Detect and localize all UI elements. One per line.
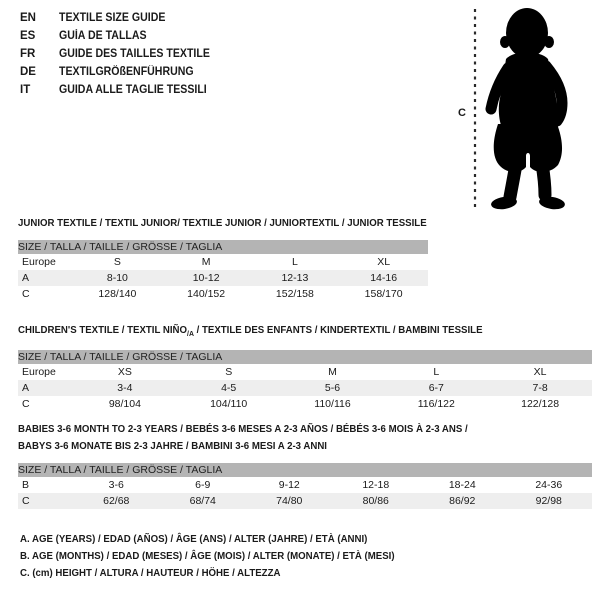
table-cell: 110/116 (314, 398, 351, 411)
babies-size-table (18, 463, 592, 509)
language-code: FR (20, 48, 36, 60)
table-cell: 12-18 (362, 479, 390, 491)
table-cell: 24-36 (535, 479, 563, 491)
table-cell: 140/152 (187, 288, 226, 300)
junior-table-title (18, 215, 427, 232)
table-cell: 8-10 (73, 270, 162, 286)
size-header-row (18, 350, 592, 364)
note-age-months: B. AGE (MONTHS) / EDAD (MESES) / ÂGE (MOIS) / ALTER (MONATE) / ETÀ (MESI) (20, 550, 395, 562)
table-cell: M (328, 366, 337, 379)
language-code: IT (20, 84, 31, 96)
language-code: EN (20, 12, 36, 24)
table-cell: 12-13 (251, 270, 340, 286)
table-cell: 128/140 (98, 288, 137, 300)
language-row-en (20, 9, 223, 27)
table-cell: 116/122 (417, 398, 455, 411)
table-cell: 158/170 (364, 288, 403, 300)
language-title-list (20, 9, 223, 99)
junior-textile-section (18, 215, 428, 302)
table-cell: 9-12 (278, 479, 300, 491)
table-cell: 5-6 (281, 380, 385, 396)
language-row-it (20, 81, 223, 99)
table-cell: 3-4 (73, 380, 177, 396)
legend-notes (20, 531, 427, 582)
table-row (18, 254, 428, 270)
table-cell: 6-7 (384, 380, 488, 396)
table-cell: 62/68 (73, 493, 160, 509)
table-row (18, 493, 592, 509)
table-cell: 86/92 (419, 493, 506, 509)
row-label-cell: A (18, 270, 73, 286)
table-cell: 18-24 (448, 479, 476, 491)
baby-silhouette-svg (452, 4, 592, 216)
language-code: ES (20, 30, 36, 42)
junior-size-table (18, 240, 428, 302)
row-label-cell: B (22, 479, 30, 491)
language-title: GUIDE DES TAILLES TEXTILE (59, 48, 210, 60)
table-row (18, 477, 592, 493)
row-label-cell: Europe (22, 366, 56, 379)
table-cell: 152/158 (275, 288, 314, 300)
table-cell: 104/110 (210, 398, 248, 411)
language-row-es (20, 27, 223, 45)
table-cell: L (433, 366, 440, 379)
language-title: TEXTILGRÖßENFÜHRUNG (59, 66, 194, 78)
size-header-cell: SIZE / TALLA / TAILLE / GRÖSSE / TAGLIA (18, 350, 592, 364)
row-label-cell: C (22, 398, 30, 411)
row-label-cell: C (18, 493, 73, 509)
table-cell: XL (377, 256, 391, 268)
table-cell: 80/86 (333, 493, 420, 509)
table-row (18, 380, 592, 396)
children-table-title (18, 322, 546, 342)
size-header-row (18, 240, 428, 254)
babies-textile-section (18, 421, 592, 509)
table-cell: 7-8 (488, 380, 592, 396)
table-cell: L (291, 256, 298, 268)
babies-table-title (18, 421, 546, 455)
table-cell: 14-16 (339, 270, 428, 286)
table-row (18, 286, 428, 302)
size-header-row (18, 463, 592, 477)
note-age-years: A. AGE (YEARS) / EDAD (AÑOS) / ÂGE (ANS) / ALTER (JAHRE) / ETÀ (ANNI) (20, 533, 368, 545)
table-title-line: JUNIOR TEXTILE / TEXTIL JUNIOR/ TEXTILE JUNIOR / JUNIORTEXTIL / JUNIOR TESSILE (18, 217, 427, 229)
table-cell: 4-5 (177, 380, 281, 396)
table-row (18, 396, 592, 412)
table-title-line: BABIES 3-6 MONTH TO 2-3 YEARS / BEBÉS 3-6 MESES A 2-3 AÑOS / BÉBÉS 3-6 MOIS À 2-3 ANS / (18, 423, 468, 435)
table-title-line: BABYS 3-6 MONATE BIS 2-3 JAHRE / BAMBINI 3-6 MESI A 2-3 ANNI (18, 440, 327, 452)
table-cell: 10-12 (162, 270, 251, 286)
baby-silhouette-figure (452, 4, 592, 216)
table-row (18, 270, 428, 286)
table-cell: M (201, 256, 211, 268)
language-title: GUÍA DE TALLAS (59, 30, 147, 42)
size-header-cell: SIZE / TALLA / TAILLE / GRÖSSE / TAGLIA (18, 240, 428, 254)
row-label-cell: A (18, 380, 73, 396)
table-cell: XS (117, 366, 132, 379)
table-cell: 98/104 (108, 398, 141, 411)
language-title: TEXTILE SIZE GUIDE (59, 12, 166, 24)
table-cell: XL (533, 366, 547, 379)
table-cell: S (113, 256, 121, 268)
row-label-cell: C (22, 288, 30, 300)
language-row-de (20, 63, 223, 81)
table-cell: 68/74 (160, 493, 247, 509)
size-header-cell: SIZE / TALLA / TAILLE / GRÖSSE / TAGLIA (18, 463, 592, 477)
table-cell: 74/80 (246, 493, 333, 509)
table-cell: 92/98 (506, 493, 593, 509)
table-cell: 122/128 (521, 398, 560, 411)
height-marker-label: C (458, 107, 466, 119)
language-title: GUIDA ALLE TAGLIE TESSILI (59, 84, 207, 96)
table-cell: S (225, 366, 233, 379)
children-size-table (18, 350, 592, 412)
note-height-cm: C. (cm) HEIGHT / ALTURA / HAUTEUR / HÖHE / ALTEZZA (20, 567, 281, 579)
table-cell: 3-6 (108, 479, 124, 491)
language-row-fr (20, 45, 223, 63)
language-code: DE (20, 66, 36, 78)
table-title-line: CHILDREN'S TEXTILE / TEXTIL $NIÑO_{/A}$ / TEXTILE DES ENFANTS / KINDERTEXTIL / BAMBINI TESSILE (18, 324, 483, 339)
toddler-silhouette (490, 8, 565, 211)
table-cell: 6-9 (195, 479, 211, 491)
row-label-cell: Europe (22, 256, 56, 268)
children-textile-section (18, 322, 592, 412)
table-row (18, 364, 592, 380)
